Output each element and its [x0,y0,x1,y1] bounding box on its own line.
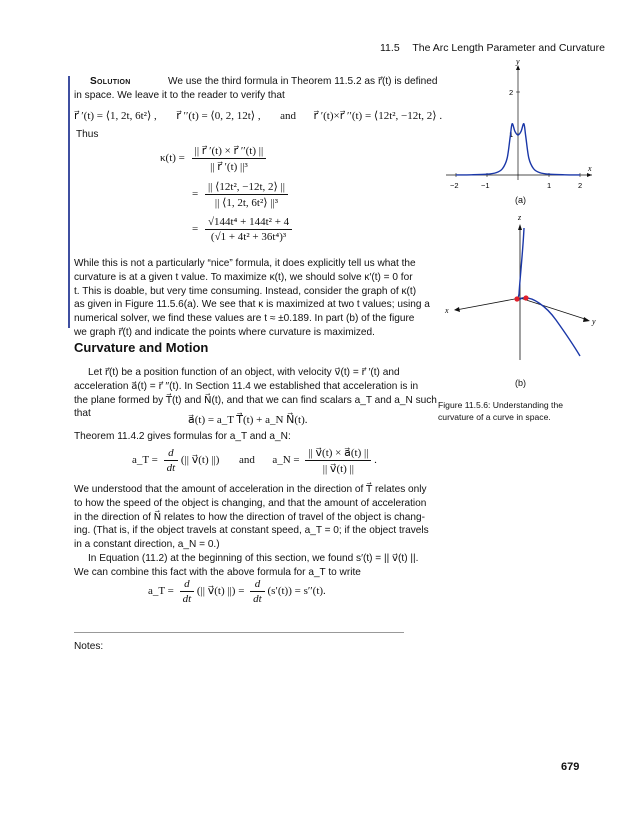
d-numerator: d [180,578,195,592]
text-line: numerical solver, we find these values are t ≈ ±0.189. In part (b) of the figure [74,313,415,325]
x-axis-arrow [454,307,460,312]
figure-a-caption: (a) [515,195,526,205]
kappa-2-denominator: || ⟨1, 2t, 6t²⟩ ||³ [214,197,279,209]
figure-b-caption: (b) [515,378,526,388]
tick-label-x: 2 [578,181,583,190]
x-axis-arrow [587,173,592,177]
text-line: to how the speed of the object is changing, and that the amount of acceleration [74,497,427,509]
final-equation [148,578,326,605]
text-line: In Equation (11.2) at the beginning of this section, we found s′(t) = || v⃗(t) ||. [88,552,419,564]
dt-denominator: dt [166,462,176,474]
space-curve [518,228,580,356]
kappa-3-denominator: (√1 + 4t² + 36t⁴)³ [210,231,287,243]
kappa-1-denominator: || r⃗ ′(t) ||³ [210,161,248,173]
figure-b-space-curve [440,210,605,370]
page-number: 679 [561,761,580,773]
x-axis-label: x [588,164,592,173]
solution-line-1: We use the third formula in Theorem 11.5.2 as r⃗(t) is defined [168,76,438,87]
final-rhs: (s′(t)) = s′′(t). [267,585,326,598]
text-line: ing. (That is, if the object travels at constant speed, a_T = 0; if the object travels [74,525,429,537]
kappa-2-numerator: || ⟨12t², −12t, 2⟩ || [205,180,288,195]
paragraph-curvature-max [74,257,430,340]
an-numerator: || v⃗(t) × a⃗(t) || [305,446,371,461]
notes-divider [74,632,404,633]
solution-label: Solution [90,76,131,87]
max-curvature-point [514,296,519,301]
z-axis-arrow [518,224,522,230]
text-line: While this is not a particularly “nice” formula, it does explicitly tell us what the [74,258,416,269]
text-line: as given in Figure 11.5.6(a). We see that κ is maximized at two t values; using a [74,299,430,311]
kappa-fraction-3 [205,216,292,243]
eq-r-prime: r⃗ ′(t) = ⟨1, 2t, 6t²⟩ , [74,110,157,122]
kappa-1-numerator: || r⃗ ′(t) × r⃗ ′′(t) || [192,144,267,159]
text-line: Let r⃗(t) be a position function of an object, with velocity v⃗(t) = r⃗ ′(t) and [88,367,400,378]
max-curvature-point [523,295,528,300]
d-dt-operator [164,447,179,474]
tick-label-x: −2 [450,181,459,190]
y-axis-label: y [516,58,520,66]
eq-cross-product: r⃗ ′(t)×r⃗ ′′(t) = ⟨12t², −12t, 2⟩ . [313,110,443,122]
d-numerator: d [164,447,179,461]
tick-label-x: −1 [481,181,490,190]
eq-r-double-prime: r⃗ ′′(t) = ⟨0, 2, 12t⟩ , [176,110,261,122]
d-dt-operator [180,578,195,605]
text-line: curvature is at a given t value. To maximize κ(t), we should solve κ′(t) = 0 for [74,271,413,283]
tick-label-x: 1 [547,181,552,190]
derivatives-equation [74,109,442,122]
figure-caption: Figure 11.5.6: Understanding the curvature of a curve in space. [438,400,564,422]
text-line: We understood that the amount of acceleration in the direction of T⃗ relates only [74,484,427,495]
tick-label-y: 2 [509,88,514,97]
text-line: in a constant direction, a_N = 0.) [74,539,220,551]
text-line: in the direction of N⃗ relates to how the direction of travel of the object is chang- [74,511,425,523]
an-lhs: a_N = [272,454,300,467]
text-line: that [74,408,91,420]
kappa-3-numerator: √144t⁴ + 144t² + 4 [205,216,292,230]
dt-denominator: dt [253,593,262,605]
section-number: 11.5 [380,42,400,54]
y-axis-arrow [583,317,590,322]
at-rhs: (|| v⃗(t) ||) [180,454,220,467]
d-dt-operator [250,578,265,605]
tick-label-y: 1 [509,130,514,139]
x-axis-label: x [445,306,449,315]
paragraph-interpretation [74,483,429,580]
final-lhs: a_T = [148,585,174,598]
text-line: We can combine this fact with the above formula for a_T to write [74,566,361,578]
an-fraction [305,446,371,475]
text-line: t. This is doable, but very time consuming. Instead, consider the graph of κ(t) [74,285,417,297]
acceleration-equation: a⃗(t) = a_T T⃗(t) + a_N N⃗(t). [188,414,308,426]
solution-block [74,75,438,103]
theorem-reference-line: Theorem 11.4.2 gives formulas for a_T and a_N: [74,431,291,442]
kappa-fraction-2 [205,180,288,209]
section-title: The Arc Length Parameter and Curvature [412,42,605,54]
at-an-equation [132,446,377,475]
equals-sign: = [192,188,199,201]
running-header [380,42,605,54]
kappa-fraction-1 [192,144,267,173]
x-axis-3d [456,298,520,310]
section-heading: Curvature and Motion [74,340,209,355]
dt-denominator: dt [182,593,192,605]
final-middle: (|| v⃗(t) ||) = [196,585,245,598]
thus-label: Thus [76,129,99,140]
period: . [374,454,377,467]
solution-marker-bar [68,76,70,328]
text-line: we graph r⃗(t) and indicate the points where curvature is maximized. [74,326,375,338]
kappa-derivation [160,144,292,256]
and-word: and [238,454,255,467]
figure-a-curvature-graph [440,58,605,198]
z-axis-label: z [518,213,522,222]
text-line: acceleration a⃗(t) = r⃗ ′′(t). In Section 11.4 we established that acceleration is in [74,380,419,392]
d-numerator: d [250,578,265,592]
at-lhs: a_T = [132,454,158,467]
equals-sign: = [192,223,199,236]
text-line: the plane formed by T⃗(t) and N⃗(t), and that we can find scalars a_T and a_N such [74,394,437,406]
kappa-lhs: κ(t) = [160,152,185,165]
y-axis-label: y [592,317,596,326]
an-denominator: || v⃗(t) || [322,463,354,475]
solution-line-2: in space. We leave it to the reader to verify that [74,89,285,101]
eq-and: and [280,110,296,122]
notes-label: Notes: [74,641,104,652]
